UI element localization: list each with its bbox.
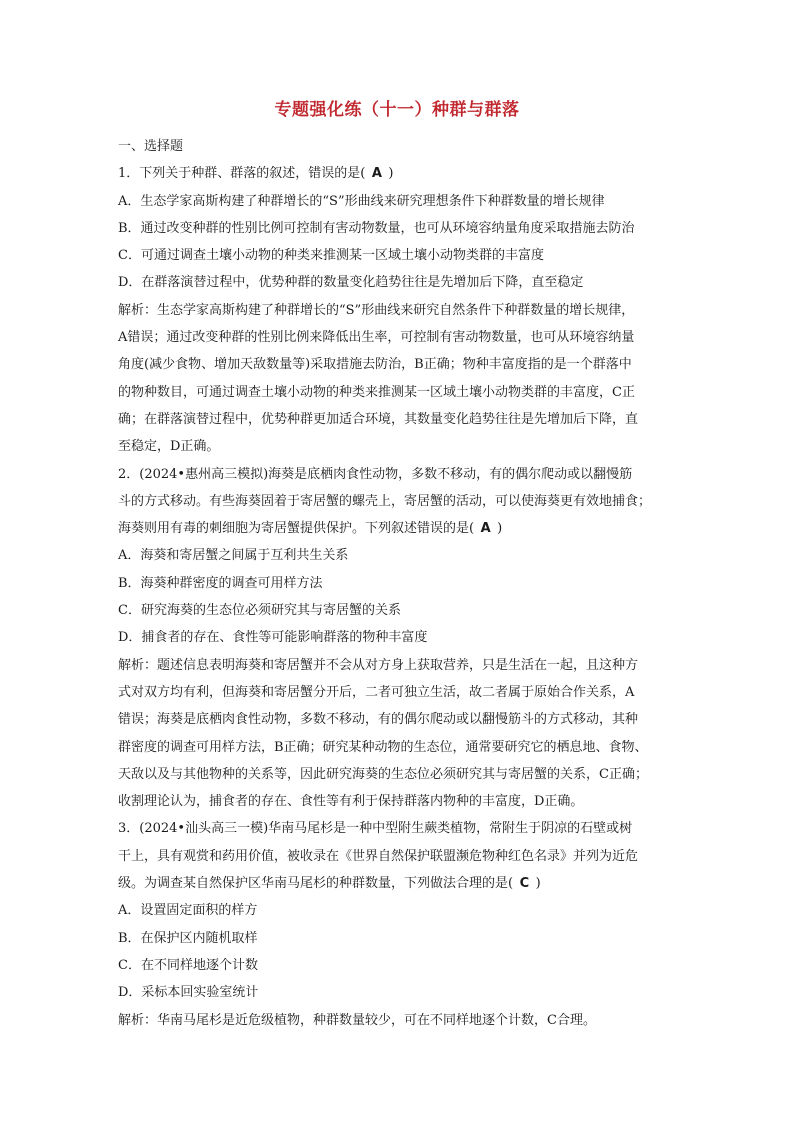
- analysis-line: 群密度的调查可用样方法，B正确；研究某种动物的生态位，通常要研究它的栖息地、食物、: [118, 739, 648, 755]
- answer-mark: C: [519, 876, 530, 892]
- question-stem-text: 海葵则用有毒的刺细胞为寄居蟹提供保护。下列叙述错误的是(: [118, 521, 475, 537]
- analysis: [118, 652, 678, 816]
- option-b: B．海葵种群密度的调查可用样方法: [118, 575, 323, 591]
- option-c: C．在不同样地逐个计数: [118, 957, 258, 973]
- analysis-line: 式对双方均有利，但海葵和寄居蟹分开后，二者可独立生活，故二者属于原始合作关系，A: [118, 684, 635, 700]
- question-stem-line: 干上，具有观赏和药用价值，被收录在《世界自然保护联盟濒危物种红色名录》并列为近危: [118, 848, 639, 864]
- option-b: B．通过改变种群的性别比例可控制有害动物数量，也可从环境容纳量角度采取措施去防治: [118, 220, 635, 236]
- question-stem: [118, 515, 678, 542]
- analysis: [118, 297, 678, 461]
- option-a: A．设置固定面积的样方: [118, 903, 258, 919]
- analysis: [118, 1007, 678, 1034]
- question-stem: [118, 870, 678, 897]
- option-d: D．采标本回实验室统计: [118, 985, 259, 1001]
- option-c: C．可通过调查土壤小动物的种类来推测某一区域土壤小动物类群的丰富度: [118, 248, 544, 264]
- option-a: A．生态学家高斯构建了种群增长的“S”形曲线来研究理想条件下种群数量的增长规律: [118, 193, 605, 209]
- analysis-line: 天敌以及与其他物种的关系等，因此研究海葵的生态位必须研究其与寄居蟹的关系，C正确；: [118, 766, 648, 782]
- section-heading: 一、选择题: [118, 139, 184, 154]
- analysis-line: A错误；通过改变种群的性别比例来降低出生率，可控制有害动物数量，也可从环境容纳量: [118, 330, 635, 346]
- analysis-line: 解析：生态学家高斯构建了种群增长的“S”形曲线来研究自然条件下种群数量的增长规律，: [118, 302, 635, 318]
- option-a: A．海葵和寄居蟹之间属于互利共生关系: [118, 548, 349, 564]
- question-stem-line: 2．(2024•惠州高三模拟)海葵是底栖肉食性动物，多数不移动，有的偶尔爬动或以翻慢筋: [118, 466, 633, 482]
- question-1: [118, 160, 678, 460]
- question-stem-close: ): [497, 521, 503, 537]
- option-d: D．在群落演替过程中，优势种群的数量变化趋势往往是先增加后下降，直至稳定: [118, 275, 584, 291]
- question-stem-close: ): [535, 876, 541, 892]
- question-stem-line: 斗的方式移动。有些海葵固着于寄居蟹的螺壳上，寄居蟹的活动，可以使海葵更有效地捕食；: [118, 493, 652, 509]
- analysis-line: 错误；海葵是底栖肉食性动物，多数不移动，有的偶尔爬动或以翻慢筋斗的方式移动，其种: [118, 712, 639, 728]
- analysis-line: 角度(减少食物、增加天敌数量等)采取措施去防治，B正确；物种丰富度指的是一个群落中: [118, 357, 632, 373]
- question-2: [118, 461, 678, 816]
- answer-mark: A: [480, 521, 491, 537]
- analysis-line: 解析：题述信息表明海葵和寄居蟹并不会从对方身上获取营养，只是生活在一起，且这种方: [118, 657, 639, 673]
- question-stem-text: 级。为调查某自然保护区华南马尾杉的种群数量，下列做法合理的是(: [118, 876, 514, 892]
- question-3: [118, 815, 678, 1033]
- option-c: C．研究海葵的生态位必须研究其与寄居蟹的关系: [118, 603, 401, 619]
- analysis-line: 收割理论认为，捕食者的存在、食性等有利于保持群落内物种的丰富度，D正确。: [118, 794, 584, 810]
- option-b: B．在保护区内随机取样: [118, 930, 258, 946]
- answer-mark: A: [371, 166, 382, 182]
- question-stem-line: 3．(2024•汕头高三一模)华南马尾杉是一种中型附生蕨类植物，常附生于阴凉的石壁或树: [118, 821, 633, 837]
- question-stem-text: 1．下列关于种群、群落的叙述，错误的是(: [118, 166, 366, 182]
- analysis-line: 确；在群落演替过程中，优势种群更加适合环境，其数量变化趋势往往是先增加后下降，直: [118, 411, 639, 427]
- page-title: 专题强化练（十一）种群与群落: [274, 100, 520, 120]
- document-body: [118, 133, 678, 1034]
- analysis-line: 解析：华南马尾杉是近危级植物，种群数量较少，可在不同样地逐个计数，C合理。: [118, 1012, 596, 1028]
- question-stem: [118, 160, 678, 187]
- question-stem-close: ): [388, 166, 394, 182]
- analysis-line: 的物种数目，可通过调查土壤小动物的种类来推测某一区域土壤小动物类群的丰富度，C正: [118, 384, 635, 400]
- option-d: D．捕食者的存在、食性等可能影响群落的物种丰富度: [118, 630, 428, 646]
- analysis-line: 至稳定，D正确。: [118, 439, 220, 455]
